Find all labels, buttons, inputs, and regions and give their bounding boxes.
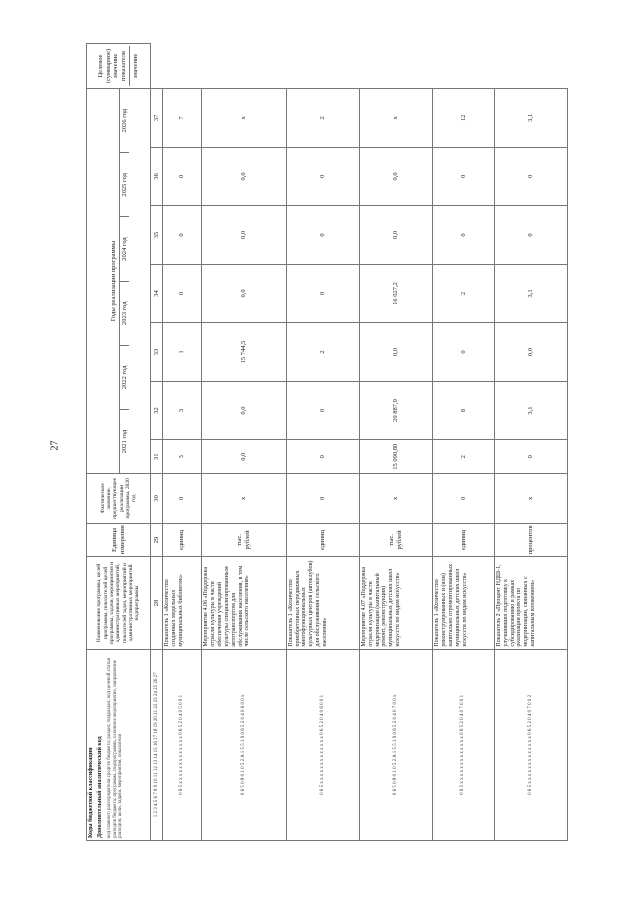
row-2025: 0: [494, 206, 567, 265]
table-row: [286, 44, 359, 841]
years-subheader: [120, 89, 129, 473]
year-2025-header: 2025 год: [120, 153, 129, 217]
row-2025: 0: [163, 206, 202, 265]
codes-header: Коды бюджетной классификации Дополнительный аналитический код код главного распорядителя средств бюджета; раздел; подраздел; код целевой статьи расходов бюджета: программа, подпрограмма, основное мероприятие, направление расходов; цели, задачи, мероприятия, показатели: [87, 649, 151, 840]
column-number: 33: [151, 323, 163, 382]
row-2026: 0,0: [202, 147, 287, 206]
row-target: 2: [286, 89, 359, 148]
row-name: Показатель 1 «Количество реконструированных и (или) капитально отремонтированных муниципальных детских школ искусств по видам искусств»: [432, 557, 494, 649]
page-number: 27: [49, 440, 61, 451]
year-2023-header: 2023 год: [120, 281, 129, 345]
row-codes: 0 6 5 0 8 0 1 0 5 2 A 1 5 5 1 9 0 6 5 2 0 4 0 6 0 0 x: [202, 649, 287, 840]
column-number: 30: [151, 474, 163, 524]
value-header: значение: [129, 46, 139, 86]
budget-recipient-code-header: код главного распорядителя средств бюджета: [106, 741, 112, 838]
subprogram-header: подпрограмма: [112, 740, 118, 772]
column-numbers-codes: 1 2 3 4 5 6 7 8 9 10 11 12 13 14 15 16 17 18 19 20 21 22 23 24 25 26 27: [151, 649, 163, 840]
program-header: программа: [112, 773, 118, 797]
indicator-header: показатели: [118, 733, 124, 758]
row-2024: 3,1: [494, 264, 567, 323]
row-fact: 0: [163, 474, 202, 524]
row-2024: 2: [432, 264, 494, 323]
row-codes: 0 6 5 x x x x x x x x x x x x x 0 6 5 2 0 4 0 7 0 0 1: [432, 649, 494, 840]
row-codes: 0 6 5 x x x x x x x x x x x x x 0 6 5 2 0 4 0 5 0 0 1: [163, 649, 202, 840]
row-fact: x: [359, 474, 432, 524]
row-name: Показатель 1 «Количество приобретенных передвижных многофункциональных культурных центров (автоклубов) для обслуживания сельского населения»: [286, 557, 359, 649]
row-target: 3,1: [494, 89, 567, 148]
row-2025: 0: [432, 206, 494, 265]
years-title: Годы реализации программы: [108, 89, 120, 473]
row-unit: единиц: [432, 523, 494, 557]
row-target: 12: [432, 89, 494, 148]
event-header: мероприятия: [118, 759, 124, 788]
table-row: [202, 44, 287, 841]
year-2024-header: 2024 год: [120, 217, 129, 281]
row-unit: тыс. рублей: [359, 523, 432, 557]
row-2022: 20 887,9: [359, 381, 432, 440]
row-2023: 1: [163, 323, 202, 382]
row-2026: 0: [163, 147, 202, 206]
row-codes: 0 6 5 x x x x x x x x x x x x x 0 6 5 2 0 4 0 6 0 0 1: [286, 649, 359, 840]
row-2021: 0: [494, 440, 567, 474]
row-2024: 0: [286, 264, 359, 323]
name-header: Наименование программы, целей программы, показателей целей программы, задачи, мероприятия и административных мероприятий, показателей задач, мероприятий и административных мероприятий подпрограммы: [87, 557, 151, 649]
row-2026: 0: [494, 147, 567, 206]
column-numbers-row: [151, 44, 163, 841]
column-number: 28: [151, 557, 163, 649]
row-2022: 3,1: [494, 381, 567, 440]
table-row: [494, 44, 567, 841]
row-name: Мероприятие 4.06 «Поддержка отрасли культуры в части обеспечения учреждений культуры специализированным автотранспортом для обслуживания населения, в том числе сельского населения»: [202, 557, 287, 649]
year-2021-header: 2021 год: [120, 409, 129, 473]
table-row: [359, 44, 432, 841]
year-2022-header: 2022 год: [120, 345, 129, 409]
column-number: 32: [151, 381, 163, 440]
section-header: раздел: [106, 724, 112, 739]
rotated-table-wrapper: [86, 43, 568, 841]
row-2023: 0,0: [494, 323, 567, 382]
row-fact: x: [494, 474, 567, 524]
column-number: 34: [151, 264, 163, 323]
row-2023: 15 744,5: [202, 323, 287, 382]
row-unit: единиц: [286, 523, 359, 557]
table-row: [432, 44, 494, 841]
row-2022: 0: [286, 381, 359, 440]
analytic-code-header: Дополнительный аналитический код: [96, 736, 103, 838]
row-2023: 0,0: [359, 323, 432, 382]
row-name: Показатель 2 «Процент НДШ-1, улучшивших подготовку к субсидированию в рамках реализации проекта по модернизации, связанных с капитальным вложением»: [494, 557, 567, 649]
goal-header: цели: [118, 806, 124, 817]
row-name: Показатель 1 «Количество созданных модельных муниципальных библиотек»: [163, 557, 202, 649]
row-2021: 0,0: [202, 440, 287, 474]
unit-header: Единица измерения: [87, 523, 151, 557]
row-2021: 2: [432, 440, 494, 474]
row-2026: 0,0: [359, 147, 432, 206]
row-unit: единиц: [163, 523, 202, 557]
row-unit: тыс. рублей: [202, 523, 287, 557]
row-2025: 0,0: [202, 206, 287, 265]
row-fact: 0: [286, 474, 359, 524]
row-codes: 0 6 5 0 8 0 1 0 5 2 A 1 5 5 1 9 0 6 5 2 0 4 0 7 0 0 x: [359, 649, 432, 840]
years-header-cell: [87, 89, 151, 474]
row-target: 7: [163, 89, 202, 148]
fact-header: Фактическое значение, предшествующее реализации программы, 2020 год: [87, 474, 151, 524]
table-row: [163, 44, 202, 841]
main-event-header: основное мероприятие: [112, 689, 118, 738]
program-indicators-table: [86, 43, 568, 841]
row-2022: 0,0: [202, 381, 287, 440]
row-fact: 0: [432, 474, 494, 524]
row-fact: x: [202, 474, 287, 524]
column-number: 29: [151, 523, 163, 557]
row-2024: 0: [163, 264, 202, 323]
column-number: 36: [151, 147, 163, 206]
row-2023: 2: [286, 323, 359, 382]
target-header: Целевое (суммарное) значение показателя: [97, 48, 127, 84]
row-2025: 0: [286, 206, 359, 265]
row-unit: процентов: [494, 523, 567, 557]
column-number: 37: [151, 89, 163, 148]
row-2025: 0,0: [359, 206, 432, 265]
year-2026-header: 2026 год: [121, 108, 128, 133]
row-codes: 0 6 5 x x x x x x x x x x x x x 0 6 5 2 0 4 0 7 0 0 2: [494, 649, 567, 840]
row-2022: 3: [163, 381, 202, 440]
row-2024: 0,0: [202, 264, 287, 323]
row-2023: 0: [432, 323, 494, 382]
row-2021: 0: [286, 440, 359, 474]
row-target: x: [359, 89, 432, 148]
row-name: Мероприятие 4.07 «Поддержка отрасли культуры в части модернизации (капитальный ремонт, реконструкция) муниципальных детских школ искусств по видам искусств»: [359, 557, 432, 649]
row-2021: 3: [163, 440, 202, 474]
row-2021: 15 090,80: [359, 440, 432, 474]
task-header: задачи: [118, 789, 124, 804]
row-2026: 0: [286, 147, 359, 206]
row-target: x: [202, 89, 287, 148]
target-header-cell: [87, 44, 151, 89]
column-number: 35: [151, 206, 163, 265]
row-2024: 16 027,2: [359, 264, 432, 323]
budget-classification-header: Коды бюджетной классификации: [88, 747, 94, 838]
row-2022: 8: [432, 381, 494, 440]
direction-header: направление расходов: [112, 659, 124, 838]
subsection-header: подраздел: [106, 700, 112, 723]
target-item-header: код целевой статьи расходов бюджета: [106, 657, 118, 838]
column-number: 31: [151, 440, 163, 474]
row-2026: 0: [432, 147, 494, 206]
